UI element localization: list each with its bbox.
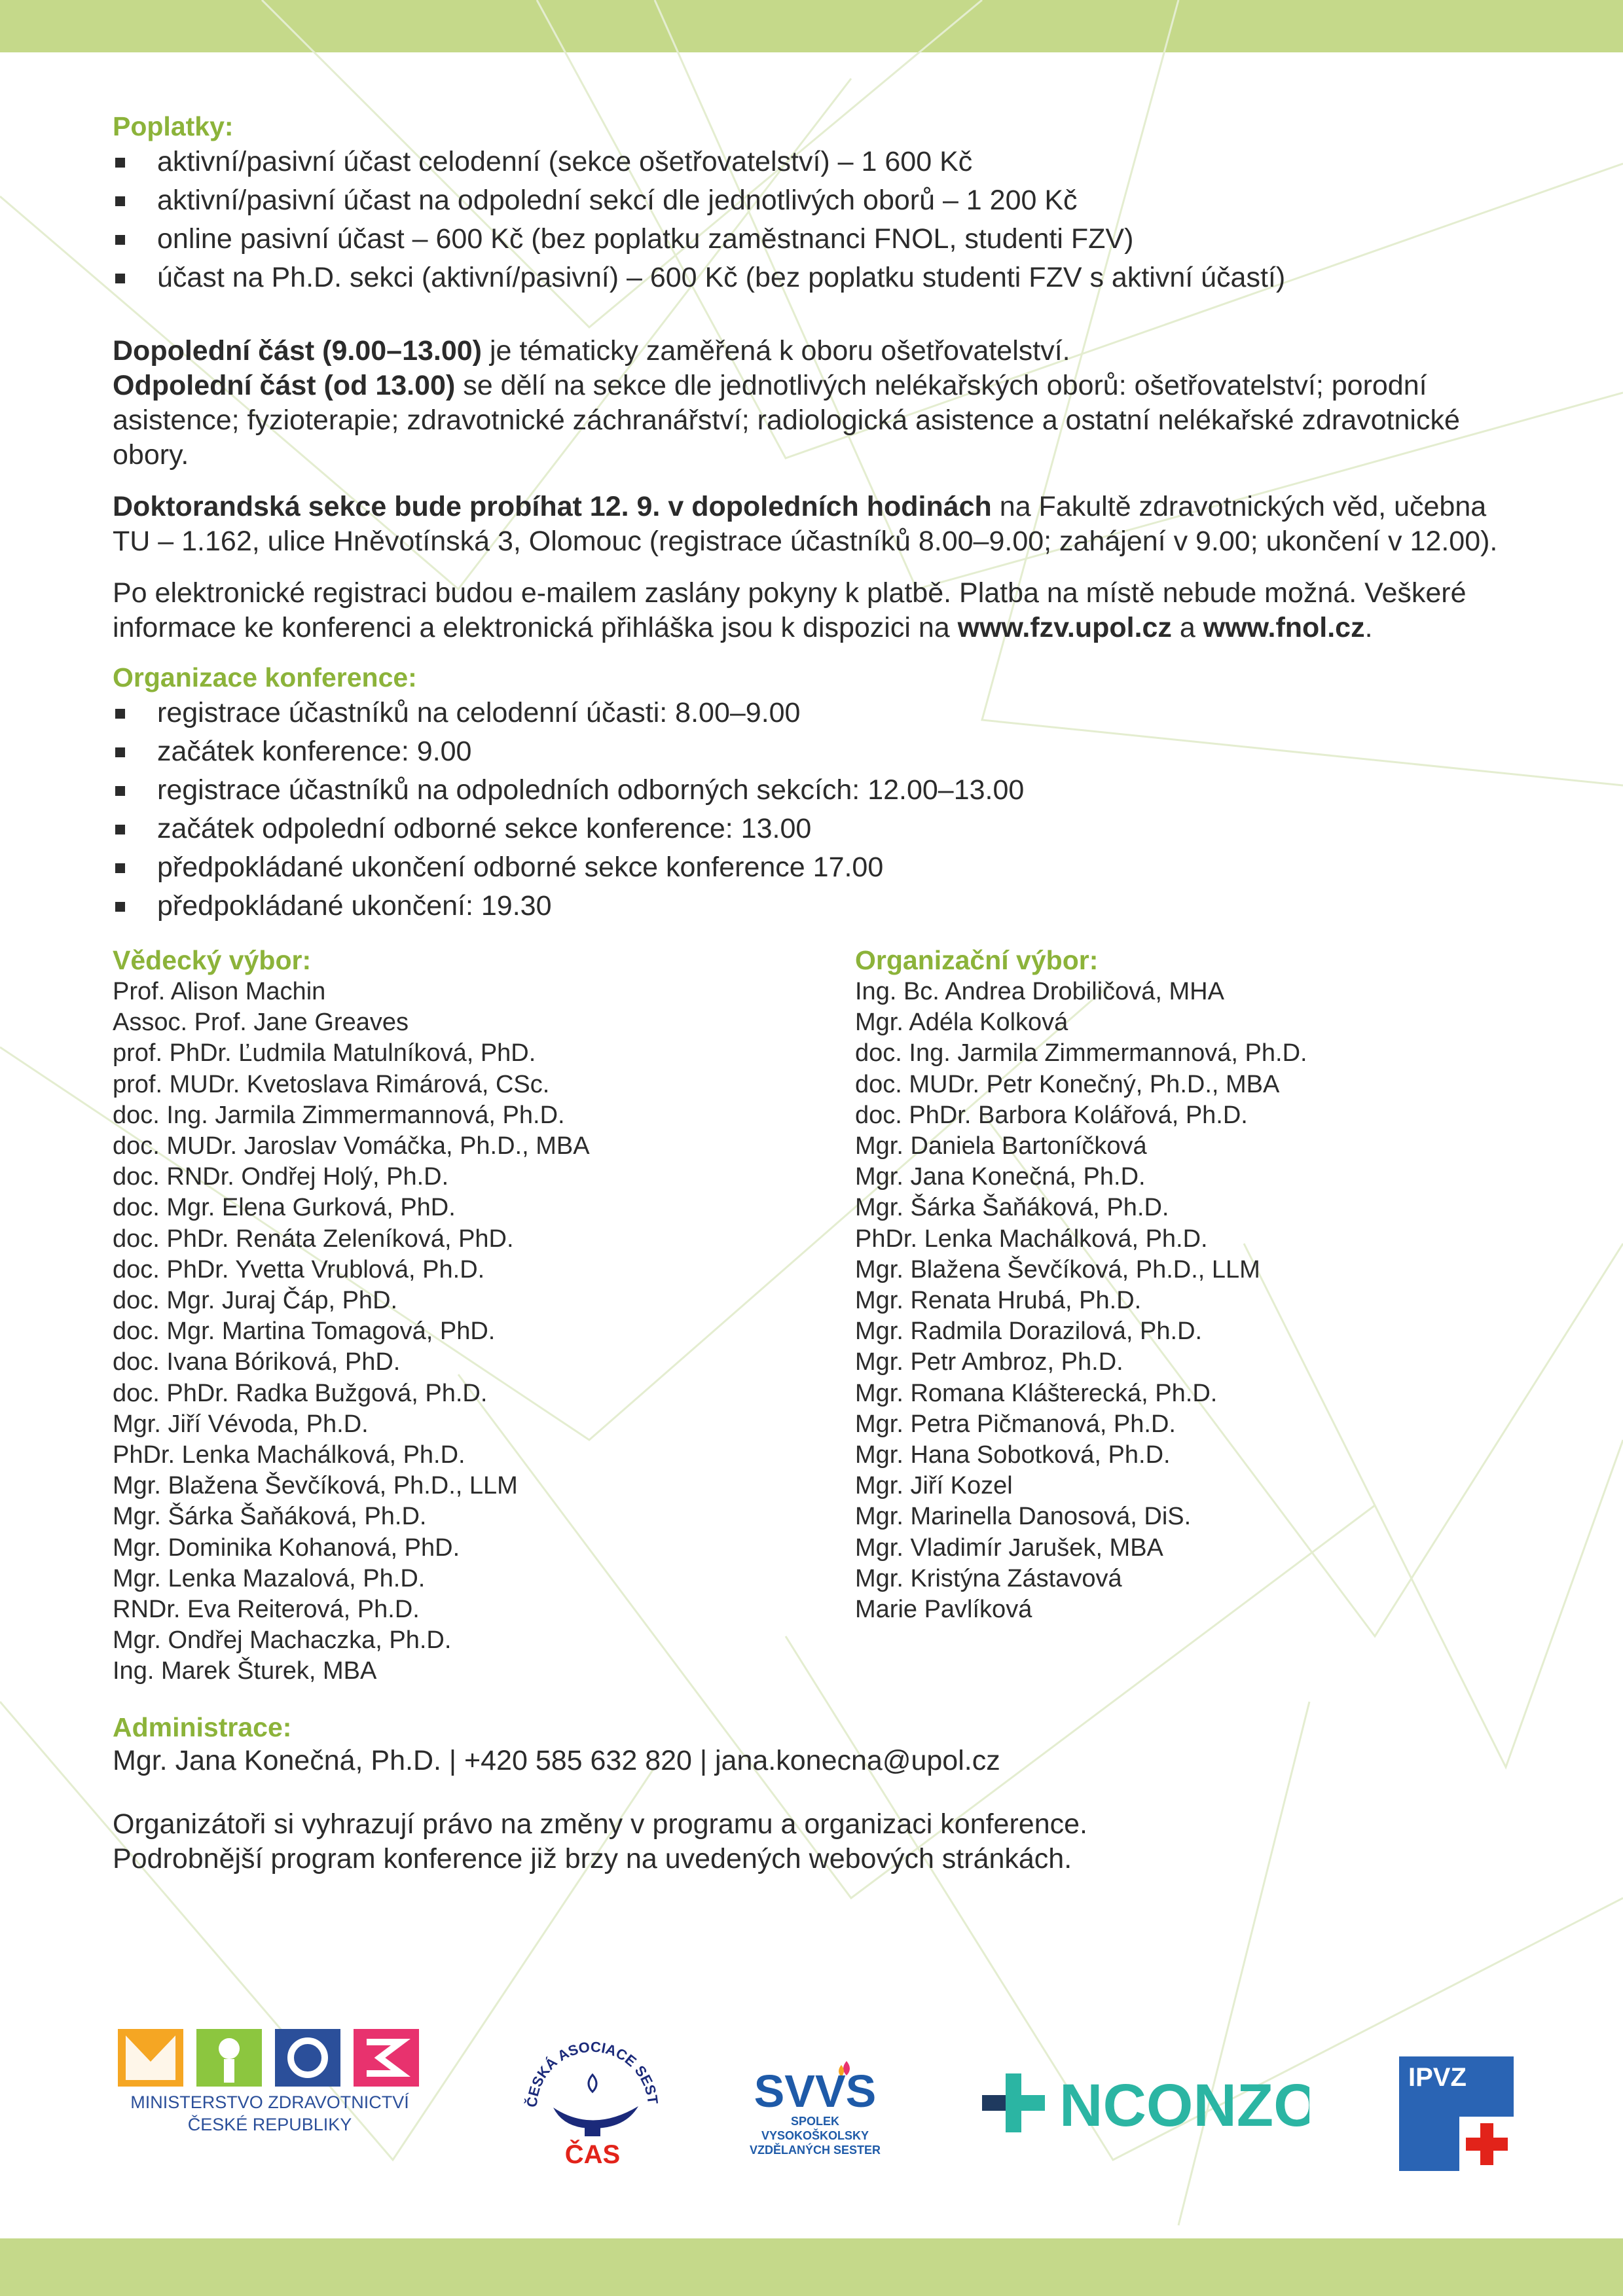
administration-section [113,1711,1527,1778]
committee-member: Ing. Bc. Andrea Drobiličová, MHA [855,978,1224,1005]
list-item: registrace účastníků na celodenní účasti: 8.00–9.00 [113,694,1527,732]
ministry-line-2: ČESKÉ REPUBLIKY [187,2115,352,2134]
list-item: aktivní/pasivní účast celodenní (sekce ošetřovatelství) – 1 600 Kč [113,143,1527,181]
list-item: začátek konference: 9.00 [113,732,1527,771]
medical-cross-icon [1459,2117,1514,2171]
committee-member: Mgr. Romana Klášterecká, Ph.D. [855,1379,1218,1407]
doctoral-text: na Fakultě zdravotnických věd, učebna TU – 1.162, ulice Hněvotínská 3, Olomouc (registrace účastníků 8.00–9.00; zahájení v 9.00; ukončení v 12.00). [113,491,1498,557]
committee-member: doc. Ivana Bóriková, PhD. [113,1348,401,1376]
committee-member: doc. PhDr. Barbora Kolářová, Ph.D. [855,1101,1248,1129]
committee-member: prof. PhDr. Ľudmila Matulníková, PhD. [113,1039,536,1067]
committee-member: Mgr. Šárka Šaňáková, Ph.D. [113,1503,427,1531]
committee-member: Mgr. Petr Ambroz, Ph.D. [855,1348,1123,1376]
administration-heading: Administrace: [113,1712,292,1742]
afternoon-text: se dělí na sekce dle jednotlivých nelékařských oborů: ošetřovatelství; porodní asistence; fyzioterapie; zdravotnické záchranářství; radiologická asistence a ostatní nelékařské zdravotnické obory. [113,370,1460,471]
svvs-logo [737,2058,894,2157]
ministry-line-1: MINISTERSTVO ZDRAVOTNICTVÍ [130,2092,409,2112]
link-separator: a [1171,612,1203,643]
svvs-line-1: SPOLEK VYSOKOŠKOLSKY [761,2115,869,2142]
list-item: aktivní/pasivní účast na odpolední sekcí dle jednotlivých oborů – 1 200 Kč [113,181,1527,220]
svg-text:ČESKÁ ASOCIACE SESTER [520,2029,661,2108]
committee-member: Mgr. Hana Sobotková, Ph.D. [855,1441,1171,1469]
committee-member: Prof. Alison Machin [113,978,326,1005]
committee-member: Mgr. Dominika Kohanová, PhD. [113,1534,460,1562]
svvs-flame-icon [737,2058,894,2111]
committee-member: Mgr. Jiří Kozel [855,1472,1013,1500]
fzv-link[interactable]: www.fzv.upol.cz [957,612,1172,643]
cas-abbreviation: ČAS [564,2140,621,2169]
committee-member: doc. Mgr. Martina Tomagová, PhD. [113,1318,496,1346]
committee-member: PhDr. Lenka Machálková, Ph.D. [113,1441,465,1469]
fees-list [113,143,1527,297]
administration-contact: Mgr. Jana Konečná, Ph.D. | +420 585 632 820 | jana.konecna@upol.cz [113,1745,1000,1776]
fees-heading: Poplatky: [113,111,234,141]
scientific-committee-list [113,977,590,1687]
czech-nurses-association-logo [520,2029,665,2173]
committee-member: Mgr. Jana Konečná, Ph.D. [855,1163,1146,1191]
afternoon-label: Odpolední část (od 13.00) [113,370,456,401]
nconzo-name: NCONZO [1059,2073,1309,2132]
committee-member: Mgr. Daniela Bartoníčková [855,1132,1147,1160]
doctoral-label: Doktorandská sekce bude probíhat 12. 9. v dopoledních hodinách [113,491,992,522]
closing-line-1: Organizátoři si vyhrazují právo na změny v programu a organizaci konference. [113,1808,1087,1840]
committee-member: doc. Mgr. Juraj Čáp, PhD. [113,1287,398,1315]
committee-member: Mgr. Jiří Vévoda, Ph.D. [113,1410,369,1438]
scientific-committee-heading: Vědecký výbor: [113,945,312,975]
ipvz-logo [1399,2056,1514,2171]
organizing-committee [855,944,1307,1625]
committee-member: doc. Mgr. Elena Gurková, PhD. [113,1194,456,1222]
committee-member: Mgr. Renata Hrubá, Ph.D. [855,1287,1142,1315]
program-description [113,334,1527,473]
partner-logos [0,2029,1623,2186]
svvs-line-2: VZDĚLANÝCH SESTER [749,2144,881,2157]
committee-member: doc. PhDr. Yvetta Vrublová, Ph.D. [113,1255,485,1283]
committee-member: Mgr. Adéla Kolková [855,1009,1068,1037]
committee-member: Ing. Marek Šturek, MBA [113,1657,377,1685]
committee-member: doc. Ing. Jarmila Zimmermannová, Ph.D. [113,1101,565,1129]
period: . [1364,612,1373,643]
document-body [113,110,1527,1876]
committee-member: doc. MUDr. Petr Konečný, Ph.D., MBA [855,1070,1280,1098]
fnol-link[interactable]: www.fnol.cz [1203,612,1365,643]
committee-member: prof. MUDr. Kvetoslava Rimárová, CSc. [113,1070,550,1098]
committee-member: Mgr. Lenka Mazalová, Ph.D. [113,1564,426,1592]
committee-member: doc. RNDr. Ondřej Holý, Ph.D. [113,1163,449,1191]
committee-member: doc. Ing. Jarmila Zimmermannová, Ph.D. [855,1039,1307,1067]
committee-member: doc. MUDr. Jaroslav Vomáčka, Ph.D., MBA [113,1132,590,1160]
committee-member: doc. PhDr. Radka Bužgová, Ph.D. [113,1379,488,1407]
doctoral-section-info [113,490,1527,559]
ministry-emblem-icon [113,2029,427,2088]
list-item: předpokládané ukončení: 19.30 [113,887,1527,925]
committee-member: Mgr. Ondřej Machaczka, Ph.D. [113,1626,452,1655]
list-item: online pasivní účast – 600 Kč (bez poplatku zaměstnanci FNOL, studenti FZV) [113,220,1527,259]
committee-member: Mgr. Blažena Ševčíková, Ph.D., LLM [113,1472,518,1500]
organization-heading: Organizace konference: [113,662,417,692]
morning-label: Dopolední část (9.00–13.00) [113,335,482,367]
svvs-abbreviation: SVVS [754,2066,877,2111]
committee-member: Mgr. Kristýna Zástavová [855,1564,1122,1592]
morning-text: je tématicky zaměřená k oboru ošetřovatelství. [482,335,1070,367]
list-item: registrace účastníků na odpoledních odborných sekcích: 12.00–13.00 [113,771,1527,810]
committee-member: Mgr. Petra Pičmanová, Ph.D. [855,1410,1176,1438]
organization-section [113,661,1527,925]
committee-member: PhDr. Lenka Machálková, Ph.D. [855,1225,1208,1253]
registration-text: Po elektronické registraci budou e-mailem zaslány pokyny k platbě. Platba na místě nebude možná. Veškeré informace ke konferenci a elektronická přihláška jsou k dispozici na [113,577,1467,643]
list-item: začátek odpolední odborné sekce konference: 13.00 [113,810,1527,848]
ministry-of-health-logo [113,2029,427,2136]
bottom-band [0,2238,1623,2296]
closing-line-2: Podrobnější program konference již brzy na uvedených webových stránkách. [113,1843,1072,1874]
scientific-committee [113,944,590,1687]
svvs-name [737,2114,894,2157]
committee-member: Mgr. Šárka Šaňáková, Ph.D. [855,1194,1169,1222]
organization-list [113,694,1527,925]
list-item: předpokládané ukončení odborné sekce konference 17.00 [113,848,1527,887]
organizing-committee-heading: Organizační výbor: [855,945,1099,975]
committee-member: Mgr. Blažena Ševčíková, Ph.D., LLM [855,1255,1260,1283]
registration-info [113,576,1527,645]
committee-member: Marie Pavlíková [855,1596,1032,1624]
nconzo-cross-icon [982,2073,1309,2132]
committee-member: Assoc. Prof. Jane Greaves [113,1009,409,1037]
committee-member: Mgr. Radmila Dorazilová, Ph.D. [855,1318,1203,1346]
list-item: účast na Ph.D. sekci (aktivní/pasivní) – 600 Kč (bez poplatku studenti FZV s aktivní účastí) [113,259,1527,297]
committee-member: doc. PhDr. Renáta Zeleníková, PhD. [113,1225,514,1253]
committee-member: RNDr. Eva Reiterová, Ph.D. [113,1596,420,1624]
fees-section [113,110,1527,297]
committee-member: Mgr. Marinella Danosová, DiS. [855,1503,1192,1531]
cas-arc-text: ČESKÁ ASOCIACE SEST [523,2038,661,2108]
committee-member: Mgr. Vladimír Jarušek, MBA [855,1534,1163,1562]
ministry-name [113,2091,427,2136]
organizing-committee-list [855,977,1307,1625]
closing-note [113,1807,1527,1876]
ipvz-abbreviation: IPVZ [1408,2063,1467,2092]
nconzo-logo [982,2073,1309,2132]
lamp-icon [520,2029,665,2173]
committees [113,944,1527,1696]
